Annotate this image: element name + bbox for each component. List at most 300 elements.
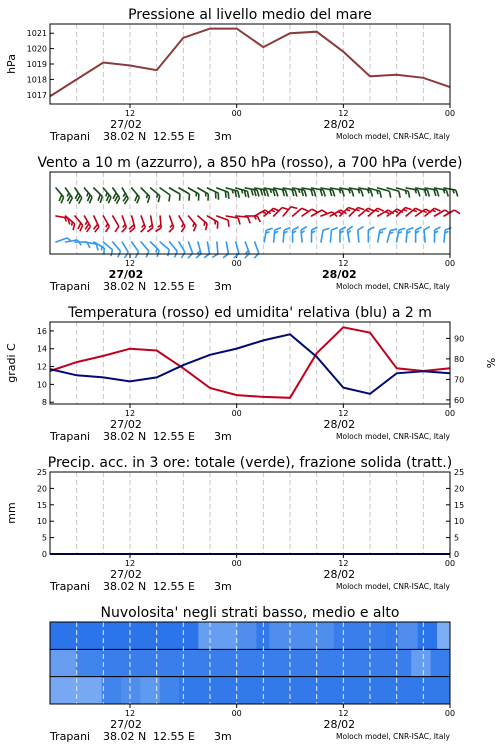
cloud-cell (160, 649, 167, 676)
time-tick-label: 00 (231, 559, 242, 568)
panel-title: Nuvolosita' negli strati basso, medio e alto (100, 605, 400, 621)
cloud-cell (166, 677, 173, 704)
wind-barb (329, 208, 346, 222)
time-tick-label: 12 (124, 409, 136, 418)
plot-frame (50, 472, 450, 554)
barb-flag (186, 194, 192, 201)
series-line-1 (50, 327, 450, 398)
barb-shaft (217, 242, 218, 254)
cloud-cell (89, 649, 96, 676)
barb-shaft (283, 230, 284, 242)
cloud-cell (424, 649, 431, 676)
y-tick-label: 16 (36, 326, 47, 336)
cloud-cell (198, 622, 205, 649)
cloud-cell (347, 677, 354, 704)
y-axis-label: hPa (5, 54, 18, 74)
barb-flag (109, 250, 115, 257)
cloud-cell (392, 649, 399, 676)
cloud-cell (134, 677, 141, 704)
barb-shaft (226, 242, 228, 254)
cloud-cell (250, 622, 257, 649)
cloud-cell (431, 677, 438, 704)
wind-barb (126, 241, 141, 258)
time-tick-label: 12 (338, 259, 349, 268)
cloud-cell (321, 649, 328, 676)
barb-flag (114, 226, 121, 232)
cloud-cell (437, 622, 444, 649)
cloud-cell (192, 677, 199, 704)
barb-flag (216, 193, 221, 200)
wind-barb (396, 227, 405, 244)
cloud-cell (95, 622, 102, 649)
wind-barb (300, 227, 308, 243)
barb-flag (147, 228, 153, 232)
wind-barb (220, 241, 229, 258)
cloud-cell (315, 677, 322, 704)
cloud-cell (405, 649, 412, 676)
y-tick-label: 15 (454, 500, 465, 510)
y-tick-label: 5 (454, 533, 460, 543)
cloud-cell (347, 649, 354, 676)
y-tick-label: 70 (454, 375, 465, 385)
cloud-cell (95, 677, 102, 704)
barb-flag (166, 195, 172, 202)
cloud-cell (192, 649, 199, 676)
barb-shaft (94, 188, 102, 196)
series-line-1 (50, 29, 450, 97)
barb-shaft (179, 188, 189, 194)
panel-2 (37, 155, 462, 293)
barb-flag (140, 227, 147, 232)
cloud-cell (373, 677, 380, 704)
wind-barb (320, 227, 329, 244)
barb-flag (417, 190, 421, 196)
time-tick-label: 12 (338, 109, 349, 118)
barb-shaft (132, 242, 139, 252)
panel-title: Pressione al livello medio del mare (128, 7, 372, 23)
cloud-cell (373, 622, 380, 649)
station-name: Trapani (50, 430, 91, 443)
cloud-cell (308, 649, 315, 676)
wind-barb (230, 241, 241, 258)
cloud-cell (56, 622, 63, 649)
time-tick-label: 00 (444, 709, 456, 718)
cloud-cell (63, 677, 70, 704)
barb-shaft (387, 230, 390, 242)
panel-3 (5, 305, 497, 443)
barb-flag (435, 227, 441, 230)
station-lat: 38.02 N (103, 580, 147, 593)
time-tick-label: 12 (338, 409, 349, 418)
cloud-cell (115, 677, 122, 704)
wind-barb (244, 215, 260, 222)
barb-shaft (188, 216, 196, 225)
y-tick-label: 60 (454, 395, 465, 405)
barb-shaft (94, 242, 104, 248)
station-elevation: 3m (214, 730, 232, 743)
cloud-cell (295, 649, 302, 676)
plot-frame (50, 172, 450, 254)
y-tick-label: 20 (36, 484, 47, 494)
cloud-cell (224, 649, 231, 676)
cloud-cell (269, 622, 276, 649)
time-tick-label: 00 (444, 409, 456, 418)
wind-barb (273, 227, 281, 243)
barb-flag (291, 205, 298, 211)
date-label: 28/02 (323, 718, 356, 731)
cloud-cell (218, 677, 225, 704)
y-tick-label: 1019 (26, 60, 47, 69)
barb-shaft (321, 230, 323, 242)
plot-frame (50, 322, 450, 404)
cloud-cell (102, 622, 109, 649)
barb-shaft (198, 216, 207, 224)
cloud-cell (56, 649, 63, 676)
cloud-cell (244, 677, 251, 704)
barb-flag (397, 191, 401, 198)
barb-base (339, 241, 341, 243)
cloud-cell (379, 649, 386, 676)
cloud-cell (192, 622, 199, 649)
panel-title: Vento a 10 m (azzurro), a 850 hPa (rosso), a 700 hPa (verde) (37, 155, 463, 171)
barb-flag (266, 227, 272, 231)
wind-barb (70, 187, 85, 204)
cloud-cell (50, 649, 57, 676)
wind-barb (107, 215, 121, 232)
station-elevation: 3m (214, 130, 232, 143)
wind-barb (357, 227, 365, 243)
wind-barb (292, 227, 299, 243)
barb-flag (424, 227, 430, 231)
cloud-cell (334, 677, 341, 704)
barb-shaft (188, 242, 192, 253)
cloud-cell (353, 622, 360, 649)
wind-barb (135, 215, 147, 232)
cloud-cell (347, 622, 354, 649)
cloud-cell (224, 622, 231, 649)
wind-barb (98, 215, 112, 232)
cloud-cell (108, 649, 115, 676)
cloud-cell (69, 622, 76, 649)
cloud-cell (276, 622, 283, 649)
time-tick-label: 00 (231, 709, 242, 718)
barb-shaft (160, 188, 170, 195)
wind-barb (126, 215, 137, 232)
y-tick-label: 20 (454, 484, 465, 494)
barb-shaft (330, 230, 331, 242)
model-credit: Moloch model, CNR-ISAC, Italy (336, 582, 450, 591)
y-tick-label: 10 (36, 380, 47, 390)
barb-flag (293, 227, 299, 230)
barb-flag (134, 252, 141, 258)
barb-flag (454, 209, 460, 216)
cloud-cell (263, 622, 270, 649)
cloud-cell (269, 649, 276, 676)
cloud-cell (198, 649, 205, 676)
barb-flag (155, 228, 161, 232)
cloud-cell (256, 677, 263, 704)
cloud-cell (431, 622, 438, 649)
date-label: 28/02 (323, 568, 356, 581)
cloud-cell (50, 622, 57, 649)
panel-5 (49, 605, 455, 743)
cloud-cell (244, 649, 251, 676)
barb-shaft (141, 188, 149, 196)
barb-shaft (75, 216, 83, 225)
cloud-cell (263, 677, 270, 704)
wind-barb (183, 215, 198, 231)
barb-flag (275, 227, 281, 231)
wind-barb (346, 226, 355, 243)
barb-flag (104, 226, 111, 232)
cloud-cell (134, 649, 141, 676)
wind-barb (367, 227, 374, 243)
cloud-cell (302, 649, 309, 676)
date-label: 27/02 (110, 118, 142, 131)
cloud-cell (411, 622, 418, 649)
barb-shaft (293, 208, 302, 216)
wind-barb (263, 227, 272, 244)
cloud-cell (398, 677, 405, 704)
time-tick-label: 12 (124, 559, 136, 568)
y-tick-label: 25 (36, 468, 47, 477)
cloud-cell (444, 622, 451, 649)
barb-shaft (151, 188, 160, 196)
barb-base (244, 215, 246, 217)
cloud-cell (302, 622, 309, 649)
barb-flag (390, 228, 397, 232)
cloud-cell (115, 622, 122, 649)
barb-shaft (188, 188, 198, 194)
model-credit: Moloch model, CNR-ISAC, Italy (336, 432, 450, 441)
cloud-cell (431, 649, 438, 676)
wind-barb (386, 207, 403, 222)
barb-shaft (170, 188, 180, 194)
wind-barb (127, 187, 142, 203)
cloud-cell (360, 622, 367, 649)
barb-flag (445, 190, 449, 196)
barb-flag (226, 220, 231, 227)
cloud-cell (302, 677, 309, 704)
y-tick-label: 25 (454, 468, 465, 477)
barb-flag (237, 218, 241, 224)
date-label: 27/02 (110, 418, 142, 431)
barb-shaft (358, 230, 359, 242)
y-tick-label: 14 (36, 344, 47, 354)
cloud-cell (237, 677, 244, 704)
barb-flag (358, 227, 364, 231)
cloud-cell (295, 677, 302, 704)
cloud-cell (127, 677, 134, 704)
time-tick-label: 00 (231, 409, 242, 418)
y-tick-label: 8 (41, 398, 47, 408)
cloud-cell (360, 677, 367, 704)
time-tick-label: 12 (124, 259, 136, 268)
y-tick-label: 90 (454, 334, 465, 344)
barb-flag (370, 190, 374, 196)
cloud-cell (82, 649, 89, 676)
wind-barb (145, 215, 154, 232)
cloud-cell (327, 677, 334, 704)
barb-flag (351, 190, 355, 196)
station-lon: 12.55 E (153, 130, 195, 143)
barb-flag (123, 252, 130, 258)
cloud-cell (211, 622, 218, 649)
cloud-cell (398, 622, 405, 649)
station-name: Trapani (50, 580, 91, 593)
time-tick-label: 00 (444, 109, 456, 118)
cloud-cell (360, 649, 367, 676)
cloud-cell (69, 649, 76, 676)
wind-barb (54, 215, 71, 224)
cloud-cell (147, 649, 154, 676)
station-name: Trapani (50, 280, 91, 293)
cloud-cell (256, 622, 263, 649)
wind-barb (173, 215, 187, 232)
cloud-cell (82, 622, 89, 649)
date-label: 27/02 (110, 568, 142, 581)
cloud-cell (147, 677, 154, 704)
wind-barb (377, 227, 386, 244)
barb-base (311, 241, 313, 243)
wind-barb (79, 187, 94, 203)
y-tick-label: 1017 (26, 90, 47, 100)
panel-1 (5, 7, 455, 143)
barb-shaft (424, 230, 425, 242)
cloud-cell (179, 677, 186, 704)
barb-shaft (340, 208, 348, 216)
cloud-cell (160, 677, 167, 704)
cloud-cell (353, 677, 360, 704)
cloud-cell (102, 649, 109, 676)
barb-shaft (160, 242, 169, 250)
model-credit: Moloch model, CNR-ISAC, Italy (336, 282, 450, 291)
cloud-cell (411, 677, 418, 704)
barb-shaft (207, 216, 217, 222)
cloud-cell (385, 649, 392, 676)
barb-flag (360, 190, 364, 196)
time-tick-label: 00 (444, 559, 456, 568)
time-tick-label: 12 (338, 559, 349, 568)
model-credit: Moloch model, CNR-ISAC, Italy (336, 132, 450, 141)
cloud-cell (89, 677, 96, 704)
wind-barb (192, 241, 203, 258)
cloud-cell (327, 622, 334, 649)
time-tick-label: 12 (338, 709, 349, 718)
barb-flag (177, 194, 183, 201)
cloud-cell (334, 649, 341, 676)
date-label: 28/02 (323, 418, 356, 431)
wind-barb (415, 227, 422, 243)
station-lat: 38.02 N (103, 130, 147, 143)
cloud-cell (392, 622, 399, 649)
station-lat: 38.02 N (103, 430, 147, 443)
y-tick-label: 10 (36, 517, 47, 527)
cloud-cell (437, 649, 444, 676)
barb-flag (388, 191, 392, 198)
cloud-cell (69, 677, 76, 704)
cloud-cell (140, 677, 147, 704)
cloud-cell (398, 649, 405, 676)
cloud-cell (82, 677, 89, 704)
cloud-cell (308, 677, 315, 704)
wind-barb (211, 241, 219, 257)
cloud-cell (315, 622, 322, 649)
cloud-cell (385, 622, 392, 649)
cloud-cell (405, 677, 412, 704)
date-label: 28/02 (323, 118, 356, 131)
barb-flag (257, 216, 260, 222)
barb-flag (378, 191, 382, 198)
cloud-cell (237, 649, 244, 676)
cloud-cell (295, 622, 302, 649)
barb-shaft (406, 230, 407, 242)
wind-barb (65, 239, 82, 248)
y-axis-label-right: % (484, 357, 497, 369)
cloud-cell (437, 677, 444, 704)
model-credit: Moloch model, CNR-ISAC, Italy (336, 732, 450, 741)
time-tick-label: 12 (124, 109, 136, 118)
cloud-cell (205, 649, 212, 676)
series-line-2 (50, 334, 450, 394)
cloud-cell (411, 649, 418, 676)
barb-shaft (141, 242, 149, 251)
y-axis-label: gradi C (5, 343, 18, 383)
cloud-cell (218, 649, 225, 676)
wind-barb (239, 241, 251, 258)
cloud-cell (321, 677, 328, 704)
cloud-cell (379, 677, 386, 704)
cloud-cell (166, 649, 173, 676)
cloud-cell (140, 622, 147, 649)
cloud-cell (134, 622, 141, 649)
cloud-cell (308, 622, 315, 649)
wind-barb (386, 227, 397, 244)
barb-flag (247, 217, 251, 223)
cloud-cell (315, 649, 322, 676)
barb-shaft (198, 188, 208, 194)
station-elevation: 3m (214, 430, 232, 443)
cloud-cell (218, 622, 225, 649)
cloud-cell (121, 622, 128, 649)
barb-base (415, 241, 417, 243)
barb-flag (284, 227, 290, 231)
cloud-cell (95, 649, 102, 676)
cloud-cell (205, 622, 212, 649)
barb-base (434, 241, 436, 243)
cloud-cell (250, 649, 257, 676)
wind-barb (434, 227, 441, 243)
wind-barb (183, 241, 195, 258)
station-lon: 12.55 E (153, 430, 195, 443)
y-tick-label: 12 (36, 362, 47, 372)
cloud-cell (444, 649, 451, 676)
station-lon: 12.55 E (153, 280, 195, 293)
wind-barb (330, 227, 338, 243)
date-label: 27/02 (108, 268, 144, 281)
station-name: Trapani (50, 130, 91, 143)
barb-flag (347, 226, 353, 230)
cloud-cell (211, 677, 218, 704)
barb-flag (368, 227, 374, 230)
barb-shaft (113, 216, 119, 226)
cloud-cell (263, 649, 270, 676)
barb-flag (341, 190, 345, 196)
cloud-cell (89, 622, 96, 649)
station-lat: 38.02 N (103, 280, 147, 293)
cloud-cell (379, 622, 386, 649)
barb-base (74, 241, 76, 243)
